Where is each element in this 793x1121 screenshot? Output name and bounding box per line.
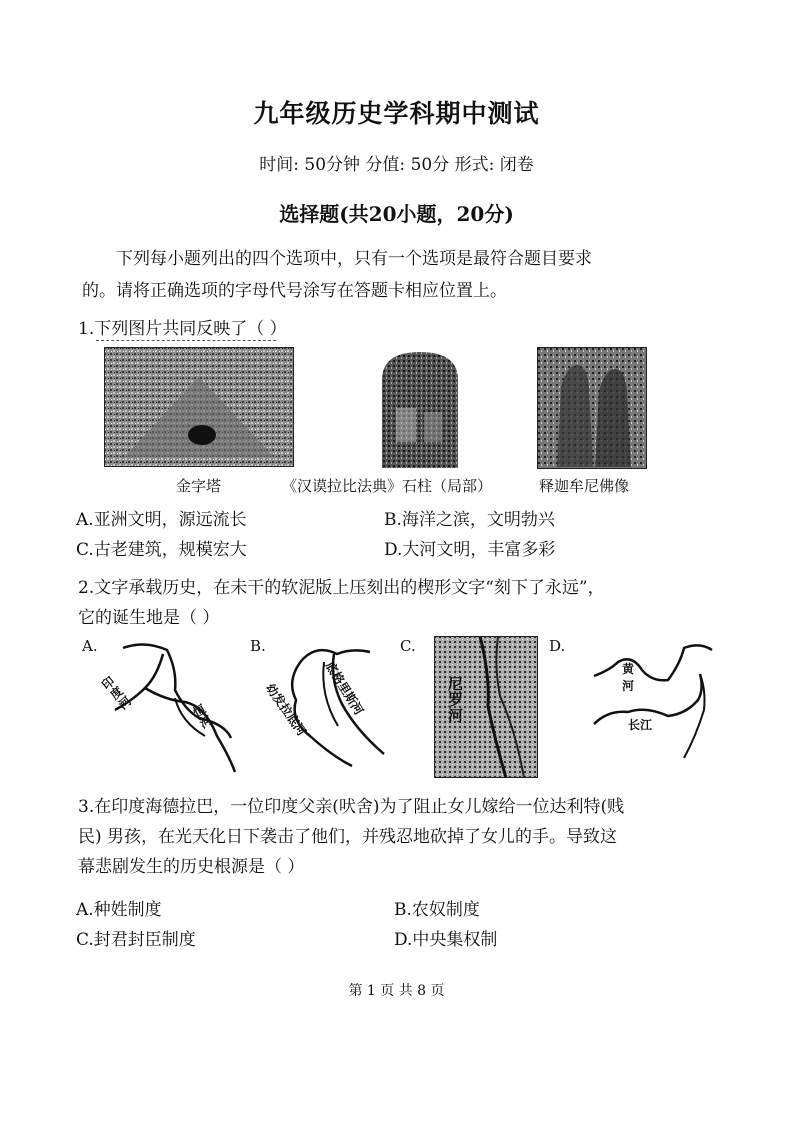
q3-option-d: D.中央集权制 [394,930,498,950]
caption-pyramid: 金字塔 [176,477,222,495]
q1-option-d: D.大河文明，丰富多彩 [384,540,556,560]
q2-stem-line-2: 它的诞生地是（ ） [78,608,220,628]
map-label-euphrates: 幼发拉底河 [262,681,309,739]
caption-hammurabi: 《汉谟拉比法典》石柱（局部） [282,477,493,495]
map-a-indus-ganges [99,640,240,780]
q3-stem-line-2: 民) 男孩，在光天化日下袭击了他们，并残忍地砍掉了女儿的手。导致这 [78,827,618,847]
buddha-statue-image [537,347,647,469]
q2-stem-line-1: 2.文字承载历史，在未干的软泥版上压刻出的楔形文字“刻下了永远”， [78,578,605,598]
map-label-nile: 尼罗河 [448,675,464,725]
q3-option-a: A.种姓制度 [76,900,162,920]
map-d-china [588,640,718,770]
q2-letter-b: B. [250,637,266,655]
code-of-hammurabi-stele-image [378,350,462,468]
instructions-line-2: 的。请将正确选项的字母代号涂写在答题卡相应位置上。 [82,281,507,301]
caption-buddha: 释迦牟尼佛像 [539,477,630,495]
q2-letter-a: A. [82,637,98,655]
map-label-ganges: 恒河 [190,701,215,732]
q1-option-c: C.古老建筑，规模宏大 [76,540,247,560]
q3-option-c: C.封君封臣制度 [76,930,196,950]
q1-stem-underline [96,340,276,341]
map-c-nile [434,636,538,778]
map-label-tigris: 底格里斯河 [322,659,367,718]
instructions-line-1: 下列每小题列出的四个选项中，只有一个选项是最符合题目要求 [116,249,592,269]
q1-option-b: B.海洋之滨，文明勃兴 [384,510,555,530]
q2-letter-c: C. [400,637,416,655]
exam-info: 时间: 50分钟 分值: 50分 形式: 闭卷 [259,155,534,175]
q3-stem-line-3: 幕悲剧发生的历史根源是（ ） [78,857,305,877]
q3-option-b: B.农奴制度 [394,900,480,920]
q3-stem-line-1: 3.在印度海德拉巴，一位印度父亲(吠舍)为了阻止女儿嫁给一位达利特(贱 [78,797,625,817]
pyramid-image [104,347,294,467]
q1-option-a: A.亚洲文明，源远流长 [76,510,247,530]
map-label-yellow-river: 黄河 [622,662,645,693]
section-heading: 选择题(共20小题，20分) [279,202,514,226]
page-footer: 第 1 页 共 8 页 [348,983,445,999]
q1-stem: 1.下列图片共同反映了（ ） [78,319,287,339]
page-title: 九年级历史学科期中测试 [253,99,540,128]
map-label-yangtze: 长江 [628,718,653,732]
map-b-mesopotamia [262,640,392,780]
q2-letter-d: D. [549,637,566,655]
map-label-indus: 印度河 [99,673,135,713]
